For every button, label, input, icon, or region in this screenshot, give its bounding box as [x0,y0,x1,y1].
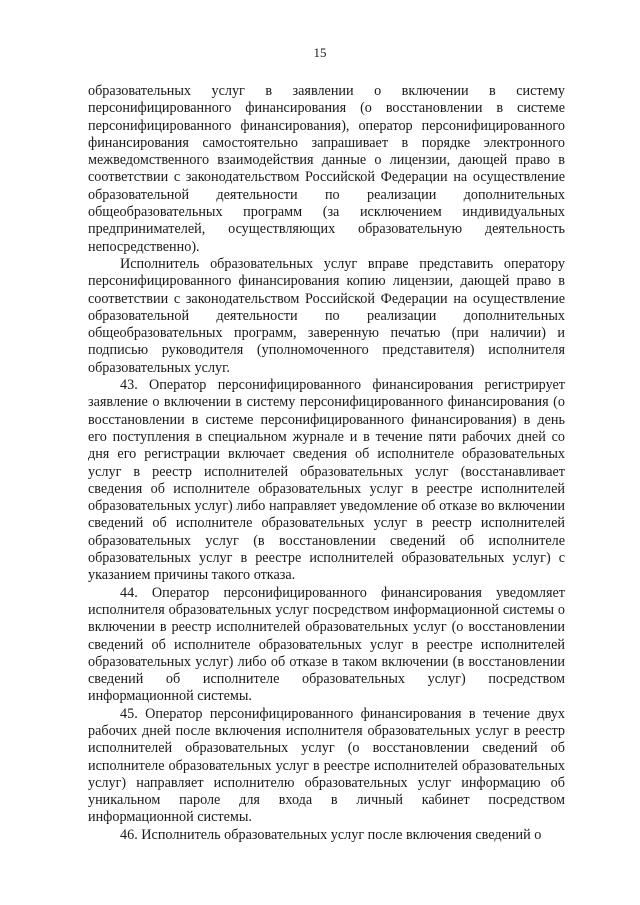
paragraph-item-45: 45. Оператор персонифицированного финансирования в течение двух рабочих дней после включения исполнителя образовательных услуг в реестр исполнителей образовательных услуг (о восстановлении сведений об исполнителе образовательных услуг в реестре исполнителей образовательных услуг) направляет исполнителю образовательных услуг информацию об уникальном пароле для входа в личный кабинет посредством информационной системы. [88,705,565,826]
paragraph-item-44: 44. Оператор персонифицированного финансирования уведомляет исполнителя образовательных услуг посредством информационной системы о включении в реестр исполнителей образовательных услуг (о восстановлении сведений об исполнителе образовательных услуг в реестре исполнителей образовательных услуг) либо об отказе в таком включении (в восстановлении сведений об исполнителе образовательных услуг) посредством информационной системы. [88,584,565,705]
paragraph-item-46: 46. Исполнитель образовательных услуг после включения сведений о [120,826,542,843]
paragraph-continuation: образовательных услуг в заявлении о включении в систему персонифицированного финансирования (о восстановлении в системе персонифицированного финансирования), оператор персонифицированного финансирования самостоятельно запрашивает в порядке электронного межведомственного взаимодействия данные о лицензии, дающей право в соответствии с законодательством Российской Федерации на осуществление образовательной деятельности по реализации дополнительных общеобразовательных программ (за исключением индивидуальных предпринимателей, осуществляющих образовательную деятельность непосредственно). [88,83,565,255]
paragraph-item-43: 43. Оператор персонифицированного финансирования регистрирует заявление о включении в систему персонифицированного финансирования (о восстановлении в системе персонифицированного финансирования) в день его поступления в специальном журнале и в течение пяти рабочих дней со дня его регистрации включает сведения об исполнителе образовательных услуг в реестр исполнителей образовательных услуг (восстанавливает сведения об исполнителе образовательных услуг в реестре исполнителей образовательных услуг) либо направляет уведомление об отказе во включении сведений об исполнителе образовательных услуг в реестр исполнителей образовательных услуг (в восстановлении сведений об исполнителе образовательных услуг в реестре исполнителей образовательных услуг) с указанием причины такого отказа. [88,377,565,584]
document-body [88,83,565,844]
paragraph-license-copy: Исполнитель образовательных услуг вправе представить оператору персонифицированного финансирования копию лицензии, дающей право в соответствии с законодательством Российской Федерации на осуществление образовательной деятельности по реализации дополнительных общеобразовательных программ, заверенную печатью (при наличии) и подписью руководителя (уполномоченного представителя) исполнителя образовательных услуг. [88,255,565,376]
page-number: 15 [313,45,327,60]
